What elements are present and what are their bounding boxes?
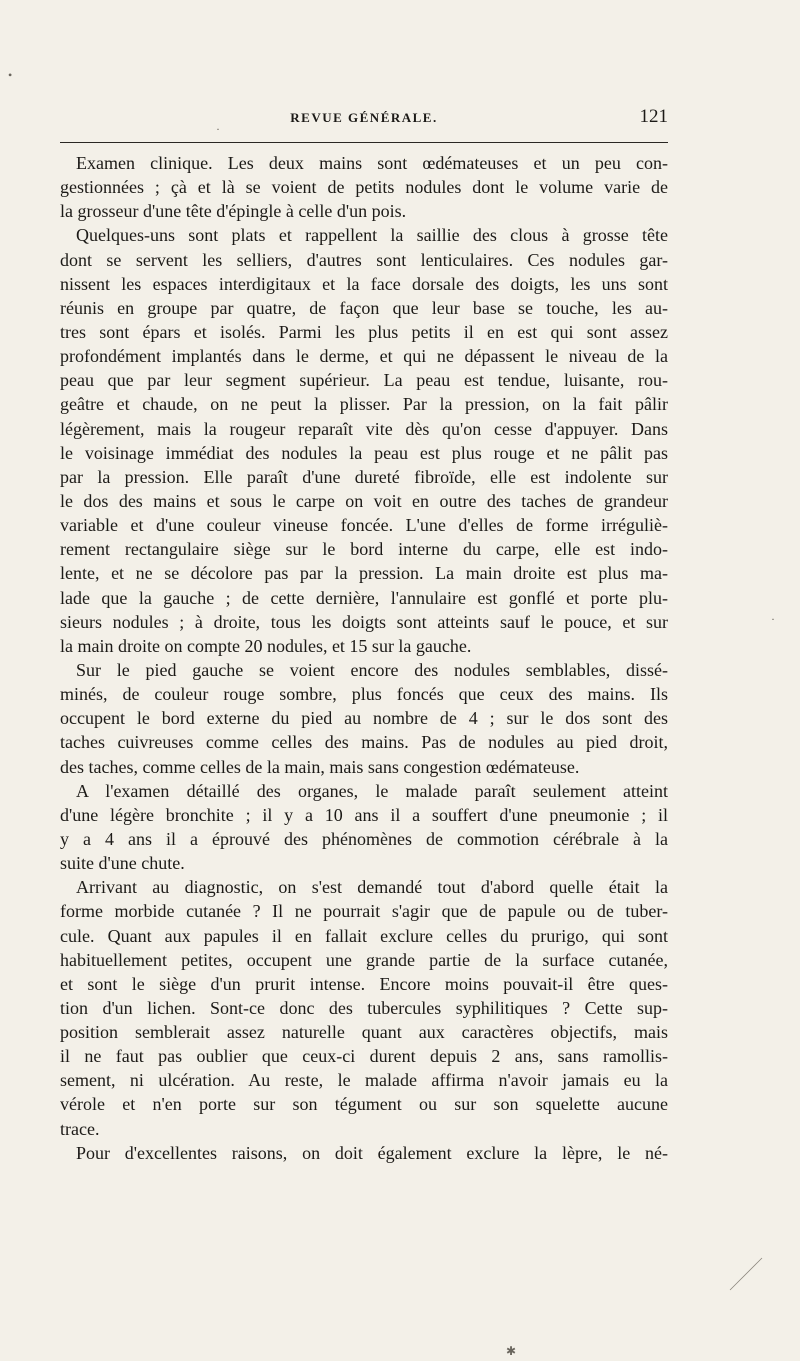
- text-line: d'une légère bronchite ; il y a 10 ans il a souffert d'une pneumonie ; il: [60, 804, 668, 825]
- text-line: peau que par leur segment supérieur. La peau est tendue, luisante, rou-: [60, 370, 668, 391]
- text-line: par la pression. Elle paraît d'une dureté fibroïde, elle est indolente sur: [60, 466, 668, 487]
- text-line: dont se servent les selliers, d'autres sont lenticulaires. Ces nodules gar-: [60, 249, 668, 270]
- text-line: rement rectangulaire siège sur le bord interne du carpe, elle est indo-: [60, 539, 668, 560]
- text-line: le dos des mains et sous le carpe on voit en outre des taches de grandeur: [60, 490, 668, 511]
- running-title: REVUE GÉNÉRALE.: [290, 110, 438, 125]
- margin-speck: ·: [216, 122, 220, 136]
- text-line: y a 4 ans il a éprouvé des phénomènes de commotion cérébrale à la: [60, 828, 668, 849]
- text-line: sement, ni ulcération. Au reste, le malade affirma n'avoir jamais eu la: [60, 1070, 668, 1091]
- text-line: A l'examen détaillé des organes, le malade paraît seulement atteint: [76, 780, 668, 801]
- text-line: variable et d'une couleur vineuse foncée. L'une d'elles de forme irréguliè-: [60, 515, 668, 536]
- text-line: Pour d'excellentes raisons, on doit également exclure la lèpre, le né-: [76, 1142, 668, 1163]
- text-line: habituellement petites, occupent une grande partie de la surface cutanée,: [60, 949, 668, 970]
- text-line: des taches, comme celles de la main, mais sans congestion œdémateuse.: [60, 756, 580, 777]
- text-line: lente, et ne se décolore pas par la pression. La main droite est plus ma-: [60, 563, 668, 584]
- text-line: Sur le pied gauche se voient encore des nodules semblables, dissé-: [76, 659, 668, 680]
- text-line: la main droite on compte 20 nodules, et 15 sur la gauche.: [60, 635, 472, 656]
- text-line: tion d'un lichen. Sont-ce donc des tubercules syphilitiques ? Cette sup-: [60, 997, 668, 1018]
- text-line: profondément implantés dans le derme, et qui ne dépassent le niveau de la: [60, 346, 668, 367]
- text-line: taches cuivreuses comme celles des mains. Pas de nodules au pied droit,: [60, 732, 668, 753]
- text-line: trace.: [60, 1118, 100, 1139]
- text-line: sieurs nodules ; à droite, tous les doigts sont atteints sauf le pouce, et sur: [60, 611, 668, 632]
- text-line: suite d'une chute.: [60, 853, 185, 874]
- text-line: lade que la gauche ; de cette dernière, l'annulaire est gonflé et porte plu-: [60, 587, 668, 608]
- page-number: 121: [639, 106, 668, 127]
- text-line: nissent les espaces interdigitaux et la face dorsale des doigts, les uns sont: [60, 273, 668, 294]
- running-header: [60, 106, 668, 130]
- text-line: vérole et n'en porte sur son tégument ou sur son squelette aucune: [60, 1094, 668, 1115]
- text-line: légèrement, mais la rougeur reparaît vite dès qu'on cesse d'appuyer. Dans: [60, 418, 668, 439]
- text-line: minés, de couleur rouge sombre, plus foncés que ceux des mains. Ils: [60, 684, 668, 705]
- header-rule: [60, 142, 668, 143]
- text-line: réunis en groupe par quatre, de façon que leur base se touche, les au-: [60, 297, 668, 318]
- text-line: Arrivant au diagnostic, on s'est demandé tout d'abord quelle était la: [76, 877, 668, 898]
- bottom-speck: ✱: [506, 1344, 517, 1358]
- body-text: [60, 151, 668, 1165]
- text-line: et sont le siège d'un prurit intense. Encore moins pouvait-il être ques-: [60, 973, 668, 994]
- text-line: occupent le bord externe du pied au nombre de 4 ; sur le dos sont des: [60, 708, 668, 729]
- text-line: la grosseur d'une tête d'épingle à celle d'un pois.: [60, 201, 407, 222]
- text-line: Quelques-uns sont plats et rappellent la saillie des clous à grosse tête: [76, 225, 668, 246]
- text-line: cule. Quant aux papules il en fallait exclure celles du prurigo, qui sont: [60, 925, 668, 946]
- text-line: gestionnées ; çà et là se voient de petits nodules dont le volume varie de: [60, 177, 668, 198]
- text-line: forme morbide cutanée ? Il ne pourrait s'agir que de papule ou de tuber-: [60, 901, 668, 922]
- margin-pencil-stroke: [728, 1254, 768, 1294]
- text-line: Examen clinique. Les deux mains sont œdémateuses et un peu con-: [76, 153, 668, 173]
- margin-speck: ·: [771, 612, 775, 626]
- text-line: geâtre et chaude, on ne peut la plisser. Par la pression, on la fait pâlir: [60, 394, 668, 415]
- margin-speck: •: [8, 68, 13, 82]
- text-line: le voisinage immédiat des nodules la peau est plus rouge et ne pâlit pas: [60, 442, 668, 463]
- text-line: tres sont épars et isolés. Parmi les plus petits il en est qui sont assez: [60, 321, 668, 342]
- text-line: position semblerait assez naturelle quant aux caractères objectifs, mais: [60, 1022, 668, 1043]
- text-line: il ne faut pas oublier que ceux-ci durent depuis 2 ans, sans ramollis-: [60, 1046, 668, 1067]
